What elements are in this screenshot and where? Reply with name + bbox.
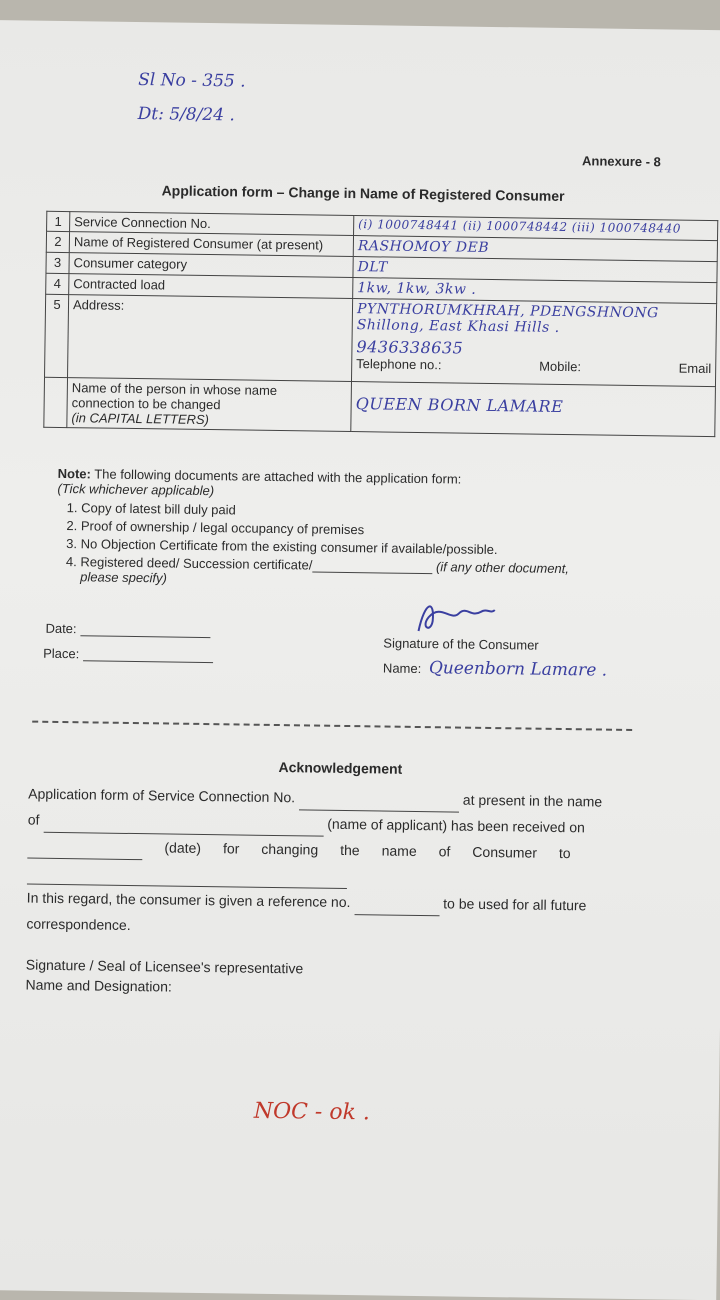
row-number: 1 (47, 211, 70, 231)
telephone-label: Telephone no.: (356, 356, 442, 373)
licensee-signature-label: Signature / Seal of Licensee's representative (25, 956, 304, 977)
row-label: Name of Registered Consumer (at present) (69, 232, 353, 257)
row-label: Consumer category (69, 253, 353, 278)
ack-text: of (27, 811, 40, 828)
new-name-label-line: connection to be changed (71, 395, 221, 413)
row-number: 2 (46, 231, 69, 252)
handwritten-date: Dt: 5/8/24 . (137, 104, 235, 126)
consumer-category-value: DLT (353, 257, 717, 283)
name-designation-label: Name and Designation: (25, 976, 172, 995)
blank-line (83, 648, 213, 663)
date-label: Date: (45, 620, 77, 637)
handwritten-serial-number: Sl No - 355 . (138, 70, 246, 92)
ack-text: at present in the name (462, 791, 603, 810)
place-label: Place: (43, 645, 80, 662)
ack-text: of (438, 843, 451, 860)
table-row (45, 294, 717, 386)
list-item-tail: (if any other document, (435, 559, 570, 577)
ack-line: correspondence. (26, 915, 131, 933)
list-item: 3. No Objection Certificate from the existing consumer if available/possible. (81, 536, 697, 560)
ack-text: to be used for all future (443, 895, 587, 914)
new-name-label-line: Name of the person in whose name (71, 380, 278, 398)
ack-text: name (381, 842, 417, 859)
ack-text: changing (261, 840, 319, 858)
new-name-label-line: (in CAPITAL LETTERS) (71, 410, 210, 428)
acknowledgement-body (25, 781, 668, 1004)
date-field (45, 621, 210, 638)
ack-text: Application form of Service Connection No. (28, 785, 296, 806)
list-item: 2. Proof of ownership / legal occupancy of premises (81, 518, 697, 542)
ack-text: In this regard, the consumer is given a reference no. (26, 889, 351, 911)
mobile-label: Mobile: (539, 358, 582, 375)
note-sub: (Tick whichever applicable) (57, 480, 215, 499)
note-lead: Note: (57, 465, 91, 482)
cut-line-divider (32, 721, 632, 731)
list-item-tail-2: please specify) (80, 569, 168, 586)
document-list (80, 500, 697, 593)
row-number: 4 (46, 273, 69, 294)
phone-value: 9436338635 (356, 337, 464, 358)
blank-line (354, 902, 439, 916)
form-title: Application form – Change in Name of Registered Consumer (161, 182, 565, 204)
signature-label: Signature of the Consumer (383, 635, 539, 653)
ack-text: for (222, 840, 240, 857)
document-page (0, 20, 720, 1300)
ack-text: the (340, 841, 360, 859)
name-label: Name: (382, 660, 422, 677)
ack-text: Consumer (472, 843, 538, 861)
ack-text: (date) (164, 839, 202, 856)
consumer-signature-mark (410, 591, 501, 642)
ack-text: (name of applicant) has been received on (327, 815, 585, 836)
blank-line (80, 623, 210, 638)
row-label: Address: (68, 295, 353, 382)
list-item-text: Registered deed/ Succession certificate/ (80, 554, 313, 573)
table-row (44, 377, 716, 436)
new-name-label (67, 378, 352, 432)
ack-text: to (558, 844, 571, 862)
row-number: 5 (45, 294, 69, 377)
service-connection-value: (i) 1000748441 (ii) 1000748442 (iii) 1000748440 (354, 216, 718, 241)
address-cell (351, 299, 716, 387)
blank-line (312, 559, 432, 574)
name-value: Queenborn Lamare . (428, 658, 608, 681)
annexure-label: Annexure - 8 (581, 153, 661, 170)
place-field (43, 646, 213, 663)
new-name-value: QUEEN BORN LAMARE (351, 382, 716, 437)
row-number: 3 (46, 252, 69, 273)
row-label: Service Connection No. (70, 212, 354, 236)
note-text: The following documents are attached with the application form: (90, 466, 462, 487)
registered-consumer-value: RASHOMOY DEB (353, 236, 717, 262)
handwritten-remark: NOC - ok . (253, 1098, 371, 1126)
address-value: PYNTHORUMKHRAH, PDENGSHNONG Shillong, East Khasi Hills . (356, 301, 659, 336)
application-form-table (43, 211, 718, 437)
contracted-load-value: 1kw, 1kw, 3kw . (353, 278, 717, 304)
list-item: 1. Copy of latest bill duly paid (81, 500, 697, 524)
acknowledgement-title: Acknowledgement (278, 759, 403, 777)
note-section (56, 466, 698, 596)
name-line (383, 657, 607, 680)
list-item (80, 554, 696, 593)
row-label: Contracted load (69, 274, 353, 299)
row-number (44, 377, 68, 427)
email-label: Email (678, 360, 712, 377)
